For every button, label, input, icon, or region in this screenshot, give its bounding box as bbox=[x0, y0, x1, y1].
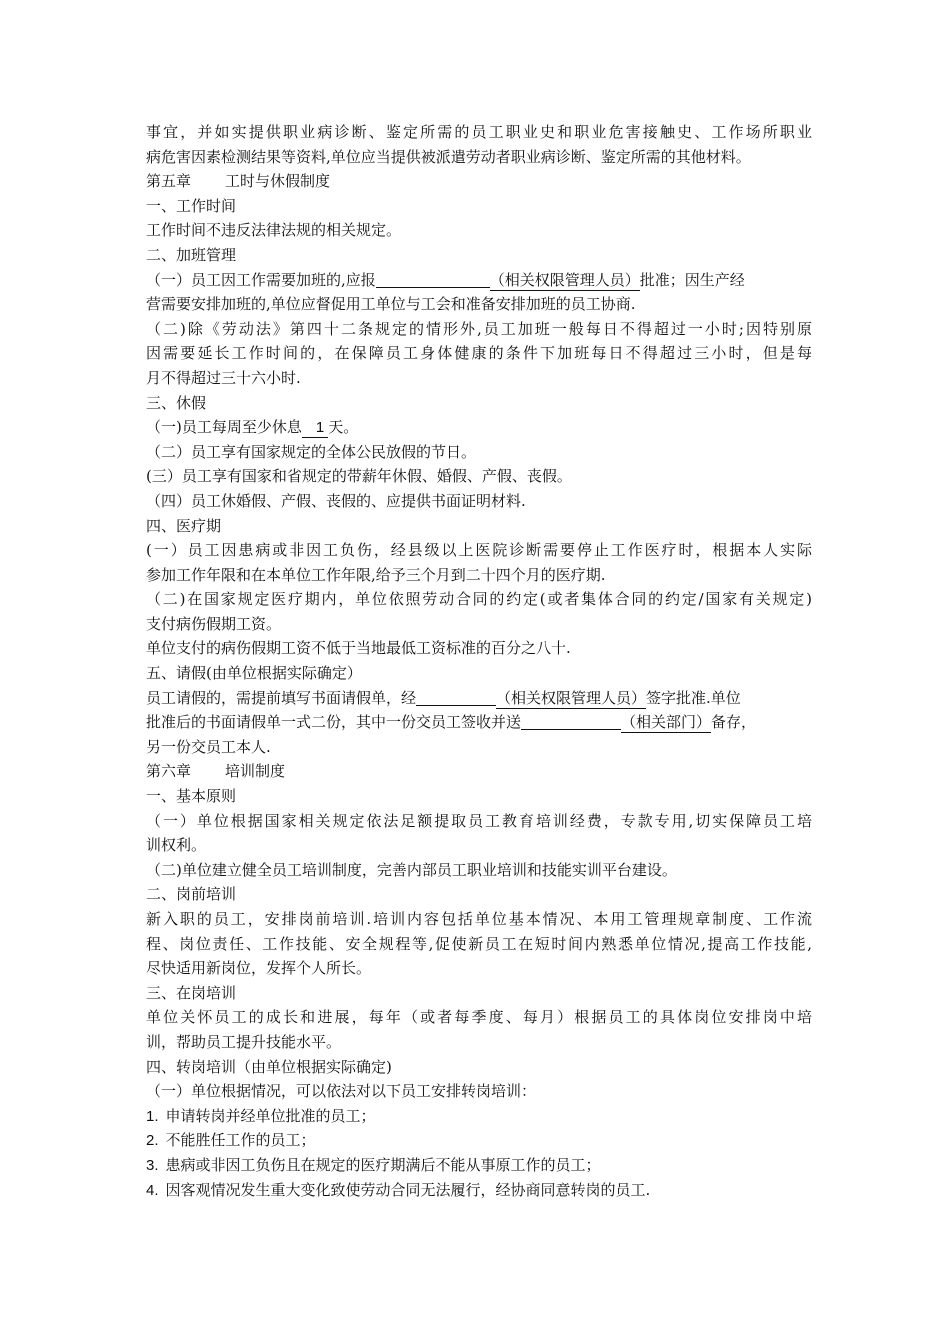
underlined-text: （相关部门） bbox=[621, 713, 712, 732]
list-item bbox=[146, 1153, 812, 1178]
section-heading: 一、基本原则 bbox=[146, 787, 237, 806]
underlined-text: （相关权限管理人员） bbox=[496, 688, 647, 707]
section-heading: 五、请假(由单位根据实际确定） bbox=[146, 664, 362, 683]
text-segment: （一）员工因工作需要加班的,应报 bbox=[146, 270, 376, 289]
list-item bbox=[146, 1128, 812, 1153]
fill-in-blank bbox=[521, 711, 621, 730]
paragraph-line: 单位关怀员工的成长和进展，每年（或者每季度、每月）根据员工的具体岗位安排岗中培 bbox=[146, 1008, 812, 1027]
paragraph-line: (一）员工因患病或非因工负伤，经县级以上医院诊断需要停止工作医疗时，根据本人实际 bbox=[146, 541, 812, 560]
list-number: 2. bbox=[146, 1132, 159, 1150]
chapter-title: 工时与休假制度 bbox=[225, 172, 331, 191]
section-heading: 三、休假 bbox=[146, 393, 207, 412]
paragraph-line: 参加工作年限和在本单位工作年限,给予三个月到二十四个月的医疗期. bbox=[146, 565, 606, 584]
paragraph-line: （二)在国家规定医疗期内，单位依照劳动合同的约定(或者集体合同的约定/国家有关规定) bbox=[146, 590, 812, 609]
list-item bbox=[146, 1178, 812, 1203]
underlined-value: 1 bbox=[302, 419, 328, 438]
paragraph-line bbox=[146, 686, 812, 711]
paragraph-line bbox=[146, 268, 812, 293]
paragraph-line: 月不得超过三十六小时. bbox=[146, 368, 301, 387]
list-item-text: 不能胜任工作的员工； bbox=[165, 1131, 316, 1150]
paragraph-line: （二)单位建立健全员工培训制度，完善内部员工职业培训和技能实训平台建设。 bbox=[146, 860, 677, 879]
paragraph-line: 营需要安排加班的,单位应督促用工单位与工会和准备安排加班的员工协商. bbox=[146, 295, 636, 314]
paragraph-line: （四）员工休婚假、产假、丧假的、应提供书面证明材料. bbox=[146, 491, 526, 510]
paragraph-line: 训，帮助员工提升技能水平。 bbox=[146, 1032, 342, 1051]
paragraph-line: 另一份交员工本人. bbox=[146, 737, 271, 756]
paragraph-line: 因需要延长工作时间的，在保障员工身体健康的条件下加班每日不得超过三小时，但是每 bbox=[146, 344, 812, 363]
chapter-heading bbox=[146, 759, 812, 784]
paragraph-line: 训权利。 bbox=[146, 836, 207, 855]
paragraph-line bbox=[146, 415, 812, 440]
fill-in-blank bbox=[416, 687, 496, 706]
paragraph-line: 工作时间不违反法律法规的相关规定。 bbox=[146, 221, 402, 240]
paragraph-line: （一）单位根据国家相关规定依法足额提取员工教育培训经费，专款专用,切实保障员工培 bbox=[146, 811, 812, 830]
text-segment: 批准；因生产经 bbox=[639, 270, 745, 289]
text-segment: 签字批准.单位 bbox=[646, 688, 741, 707]
list-number: 3. bbox=[146, 1156, 159, 1174]
document-body bbox=[146, 120, 812, 1202]
paragraph-line: （二）员工享有国家规定的全体公民放假的节日。 bbox=[146, 442, 477, 461]
paragraph-line: 单位支付的病伤假期工资不低于当地最低工资标准的百分之八十. bbox=[146, 639, 571, 658]
list-number: 4. bbox=[146, 1181, 159, 1199]
text-segment: （一)员工每周至少休息 bbox=[146, 418, 302, 437]
text-segment: 备存， bbox=[711, 713, 757, 732]
chapter-label: 第五章 bbox=[146, 172, 192, 191]
list-item bbox=[146, 1104, 812, 1129]
section-heading: 三、在岗培训 bbox=[146, 983, 237, 1002]
paragraph-line: （一）单位根据情况，可以依法对以下员工安排转岗培训： bbox=[146, 1082, 537, 1101]
underlined-text: （相关权限管理人员） bbox=[489, 270, 640, 289]
chapter-title: 培训制度 bbox=[225, 762, 286, 781]
section-heading: 二、加班管理 bbox=[146, 245, 237, 264]
paragraph-line: 尽快适用新岗位，发挥个人所长。 bbox=[146, 959, 372, 978]
paragraph-line: 程、岗位责任、工作技能、安全规程等,促使新员工在短时间内熟悉单位情况,提高工作技能, bbox=[146, 934, 812, 953]
paragraph-line: (三）员工享有国家和省规定的带薪年休假、婚假、产假、丧假。 bbox=[146, 467, 572, 486]
section-heading: 四、转岗培训（由单位根据实际确定) bbox=[146, 1057, 392, 1076]
text-segment: 天。 bbox=[328, 418, 359, 437]
list-item-text: 申请转岗并经单位批准的员工； bbox=[165, 1106, 376, 1125]
section-heading: 四、医疗期 bbox=[146, 516, 222, 535]
chapter-label: 第六章 bbox=[146, 762, 192, 781]
paragraph-line: （二)除《劳动法》第四十二条规定的情形外,员工加班一般每日不得超过一小时;因特别原 bbox=[146, 319, 812, 338]
paragraph-line bbox=[146, 710, 812, 735]
paragraph-line: 事宜，并如实提供职业病诊断、鉴定所需的员工职业史和职业危害接触史、工作场所职业 bbox=[146, 123, 812, 141]
list-item-text: 因客观情况发生重大变化致使劳动合同无法履行，经协商同意转岗的员工. bbox=[165, 1180, 651, 1199]
list-number: 1. bbox=[146, 1107, 159, 1125]
paragraph-line: 新入职的员工，安排岗前培训.培训内容包括单位基本情况、本用工管理规章制度、工作流 bbox=[146, 910, 812, 928]
paragraph-line: 病危害因素检测结果等资料,单位应当提供被派遣劳动者职业病诊断、鉴定所需的其他材料。 bbox=[146, 147, 751, 166]
list-item-text: 患病或非因工负伤且在规定的医疗期满后不能从事原工作的员工； bbox=[165, 1155, 601, 1174]
text-segment: 批准后的书面请假单一式二份，其中一份交员工签收并送 bbox=[146, 713, 522, 732]
text-segment: 员工请假的，需提前填写书面请假单，经 bbox=[146, 688, 417, 707]
section-heading: 二、岗前培训 bbox=[146, 885, 237, 904]
section-heading: 一、工作时间 bbox=[146, 196, 237, 215]
paragraph-line: 支付病伤假期工资。 bbox=[146, 614, 282, 633]
fill-in-blank bbox=[376, 269, 490, 288]
chapter-heading bbox=[146, 169, 812, 194]
